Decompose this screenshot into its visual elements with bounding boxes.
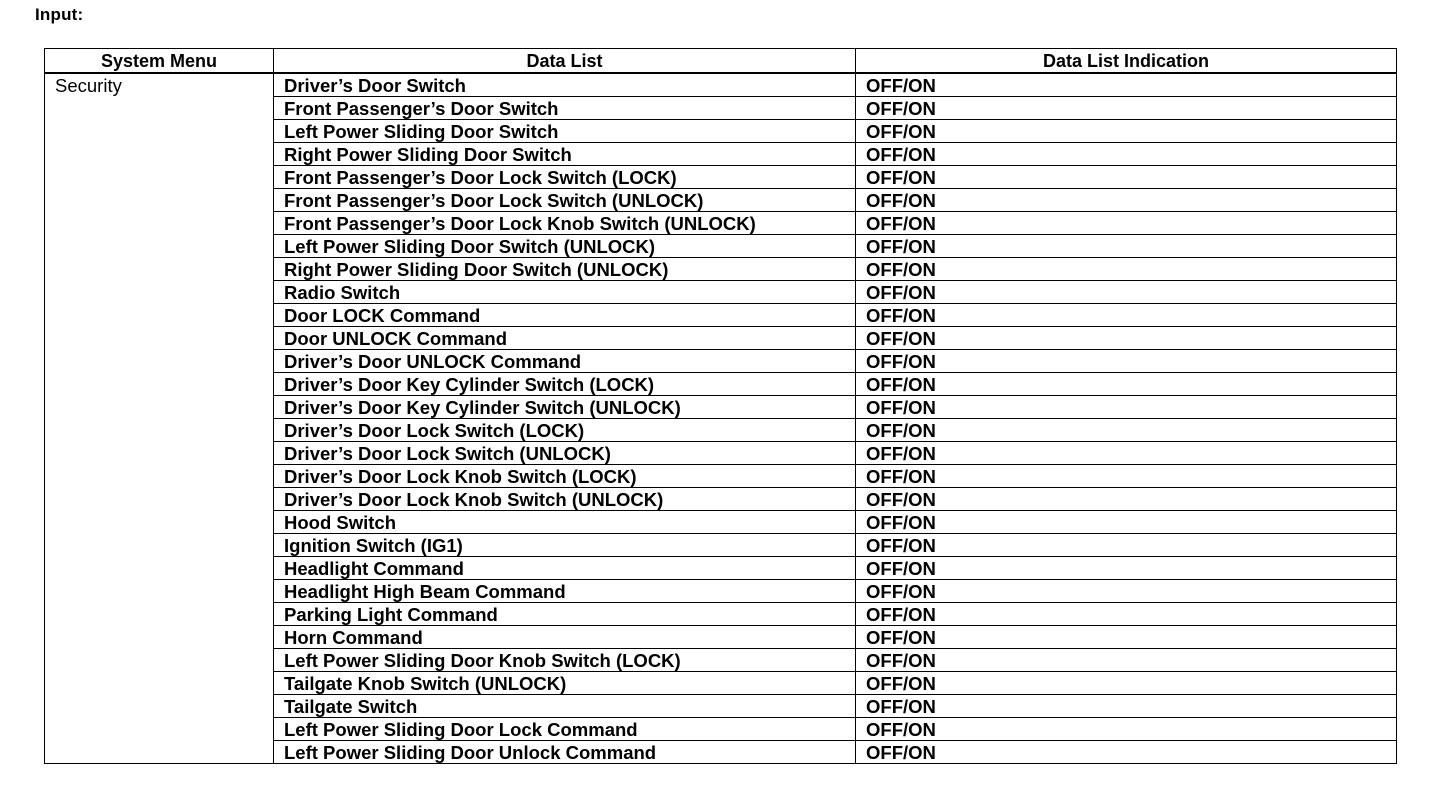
data-list-indication: OFF/ON [856,718,1397,741]
data-list-indication: OFF/ON [856,626,1397,649]
data-list-item: Driver’s Door Key Cylinder Switch (UNLOCK) [274,396,856,419]
data-list-indication: OFF/ON [856,258,1397,281]
data-list-item: Driver’s Door Lock Knob Switch (UNLOCK) [274,488,856,511]
data-list-indication: OFF/ON [856,741,1397,764]
system-menu-cell: Security [45,73,274,764]
data-list-item: Tailgate Knob Switch (UNLOCK) [274,672,856,695]
data-list-indication: OFF/ON [856,350,1397,373]
data-list-item: Ignition Switch (IG1) [274,534,856,557]
header-data-list: Data List [274,49,856,74]
data-list-item: Headlight Command [274,557,856,580]
data-list-item: Hood Switch [274,511,856,534]
data-list-indication: OFF/ON [856,557,1397,580]
data-list-indication: OFF/ON [856,511,1397,534]
data-list-indication: OFF/ON [856,649,1397,672]
data-list-indication: OFF/ON [856,97,1397,120]
data-list-indication: OFF/ON [856,327,1397,350]
data-list-indication: OFF/ON [856,580,1397,603]
data-list-item: Right Power Sliding Door Switch (UNLOCK) [274,258,856,281]
data-list-item: Left Power Sliding Door Knob Switch (LOCK) [274,649,856,672]
data-list-indication: OFF/ON [856,189,1397,212]
data-list-item: Horn Command [274,626,856,649]
data-list-item: Front Passenger’s Door Lock Knob Switch (UNLOCK) [274,212,856,235]
data-list-indication: OFF/ON [856,465,1397,488]
data-list-item: Driver’s Door UNLOCK Command [274,350,856,373]
data-list-indication: OFF/ON [856,534,1397,557]
table-row [45,73,1397,97]
data-list-indication: OFF/ON [856,120,1397,143]
data-list-indication: OFF/ON [856,488,1397,511]
data-list-indication: OFF/ON [856,73,1397,97]
data-list-table [44,48,1397,764]
data-list-item: Driver’s Door Lock Switch (LOCK) [274,419,856,442]
data-list-item: Left Power Sliding Door Switch (UNLOCK) [274,235,856,258]
data-list-indication: OFF/ON [856,143,1397,166]
data-list-indication: OFF/ON [856,672,1397,695]
header-data-list-indication: Data List Indication [856,49,1397,74]
data-list-item: Door UNLOCK Command [274,327,856,350]
data-list-item: Driver’s Door Lock Switch (UNLOCK) [274,442,856,465]
data-list-indication: OFF/ON [856,235,1397,258]
data-list-indication: OFF/ON [856,304,1397,327]
data-list-item: Front Passenger’s Door Switch [274,97,856,120]
data-list-item: Tailgate Switch [274,695,856,718]
header-system-menu: System Menu [45,49,274,74]
data-list-item: Left Power Sliding Door Unlock Command [274,741,856,764]
data-list-item: Radio Switch [274,281,856,304]
table-header-row [45,49,1397,74]
data-list-item: Headlight High Beam Command [274,580,856,603]
data-list-item: Driver’s Door Lock Knob Switch (LOCK) [274,465,856,488]
data-list-item: Left Power Sliding Door Lock Command [274,718,856,741]
data-list-item: Right Power Sliding Door Switch [274,143,856,166]
data-list-item: Front Passenger’s Door Lock Switch (UNLOCK) [274,189,856,212]
data-list-indication: OFF/ON [856,419,1397,442]
data-list-indication: OFF/ON [856,281,1397,304]
data-list-indication: OFF/ON [856,373,1397,396]
data-list-item: Driver’s Door Key Cylinder Switch (LOCK) [274,373,856,396]
data-list-item: Left Power Sliding Door Switch [274,120,856,143]
data-list-item: Driver’s Door Switch [274,73,856,97]
data-list-indication: OFF/ON [856,212,1397,235]
data-list-indication: OFF/ON [856,166,1397,189]
data-list-indication: OFF/ON [856,442,1397,465]
data-list-indication: OFF/ON [856,396,1397,419]
data-list-indication: OFF/ON [856,603,1397,626]
data-list-item: Door LOCK Command [274,304,856,327]
data-list-item: Parking Light Command [274,603,856,626]
data-list-indication: OFF/ON [856,695,1397,718]
data-list-item: Front Passenger’s Door Lock Switch (LOCK) [274,166,856,189]
section-heading: Input: [35,5,84,24]
